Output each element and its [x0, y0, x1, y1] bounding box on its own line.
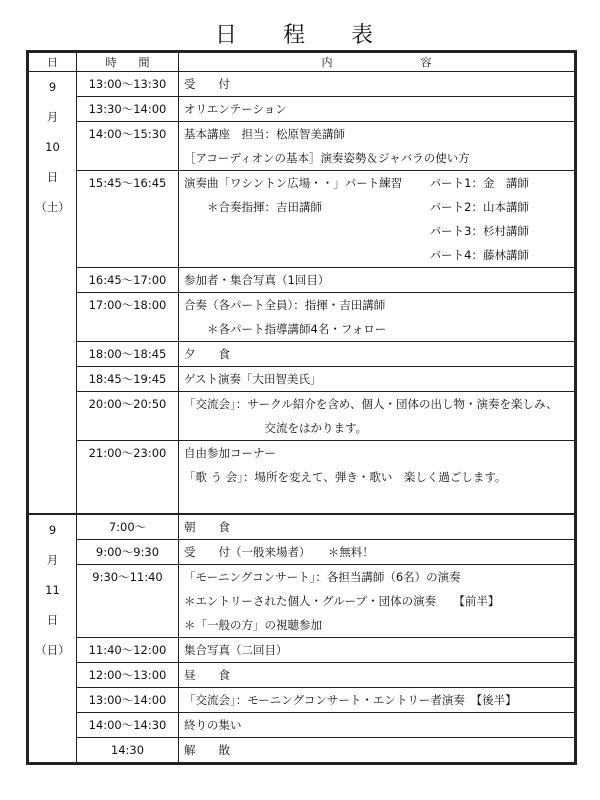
content-cell [179, 97, 575, 122]
time-text: 16:45～17:00 [88, 273, 167, 287]
content-text: 参加者・集合写真（1回目） [184, 273, 330, 287]
content-cell [179, 638, 575, 663]
content-text: ＊エントリーされた個人・グループ・団体の演奏 【前半】 [184, 594, 500, 608]
content-text: 「交流会」：モーニングコンサート・エントリー者演奏 【後半】 [184, 693, 517, 707]
content-line [184, 243, 569, 267]
time-cell [77, 540, 179, 565]
time-cell [77, 638, 179, 663]
table-row [29, 738, 575, 763]
table-row [29, 268, 575, 293]
day2-cell [29, 514, 77, 763]
content-line [184, 146, 569, 170]
content-text: ［アコーディオンの基本］演奏姿勢＆ジャバラの使い方 [184, 151, 470, 165]
time-cell [77, 441, 179, 515]
schedule-table [28, 52, 575, 763]
content-text: 解 散 [184, 743, 230, 757]
day-label-part: 10 [45, 140, 60, 154]
part-teacher: パート2：山本講師 [429, 200, 529, 214]
time-text: 13:30～14:00 [88, 102, 167, 116]
time-text: 21:00～23:00 [88, 446, 167, 460]
content-line [184, 317, 569, 341]
day-label-part: 9 [48, 523, 57, 537]
time-text: 17:00～18:00 [88, 298, 167, 312]
page-title: 日 程 表 [214, 23, 385, 48]
content-line [184, 122, 569, 146]
header-day: 日 [29, 53, 77, 72]
table-row [29, 638, 575, 663]
content-text: 終りの集い [184, 718, 242, 732]
time-cell [77, 514, 179, 540]
content-text: 演奏曲「ワシントン広場・・」パート練習 [184, 176, 403, 190]
content-cell [179, 713, 575, 738]
day-label-part: 月 [46, 553, 59, 567]
content-cell [179, 342, 575, 367]
part-teacher: パート4：藤林講師 [429, 248, 529, 262]
content-line [184, 72, 569, 96]
content-line [184, 268, 569, 292]
content-text: ゲスト演奏「大田智美氏」 [184, 372, 322, 386]
content-text: 「交流会」：サークル紹介を含め、個人・団体の出し物・演奏を楽しみ、 [184, 397, 558, 411]
time-text: 9:00～9:30 [95, 545, 160, 559]
content-line [184, 663, 569, 687]
table-row [29, 97, 575, 122]
table-row [29, 441, 575, 515]
content-text: 集合写真（二回目） [184, 643, 288, 657]
content-text: ＊各パート指導講師4名・フォロー [184, 322, 387, 336]
time-text: 14:30 [110, 743, 145, 757]
time-text: 14:00～14:30 [88, 718, 167, 732]
part-teacher: パート1：金 講師 [429, 176, 529, 190]
content-text: ＊「一般の方」の視聴参加 [184, 618, 322, 632]
content-line [184, 367, 569, 391]
time-text: 13:00～14:00 [88, 693, 167, 707]
time-cell [77, 565, 179, 638]
content-text: 「モーニングコンサート」：各担当講師（6名）の演奏 [184, 570, 461, 584]
content-cell [179, 392, 575, 441]
content-cell [179, 268, 575, 293]
content-text: 合奏（各パート全員）：指揮・吉田講師 [184, 298, 386, 312]
time-cell [77, 293, 179, 342]
day-label-part: （土） [35, 200, 70, 214]
table-row [29, 540, 575, 565]
content-line [184, 540, 569, 564]
content-text: 自由参加コーナー [184, 446, 276, 460]
content-line [184, 713, 569, 737]
table-row [29, 293, 575, 342]
day-label-part: 日 [46, 170, 59, 184]
time-cell [77, 268, 179, 293]
content-text: 昼 食 [184, 668, 230, 682]
table-row [29, 171, 575, 268]
content-cell [179, 565, 575, 638]
time-text: 13:00～13:30 [88, 77, 167, 91]
table-row [29, 713, 575, 738]
time-cell [77, 97, 179, 122]
content-cell [179, 72, 575, 97]
time-cell [77, 392, 179, 441]
content-line [184, 465, 569, 489]
content-cell [179, 171, 575, 268]
content-line [184, 293, 569, 317]
content-cell [179, 441, 575, 515]
content-text: 受 付（一般来場者） ＊無料！ [184, 545, 374, 559]
time-cell [77, 713, 179, 738]
time-cell [77, 122, 179, 171]
content-text: 朝 食 [184, 520, 230, 534]
content-cell [179, 663, 575, 688]
table-row [29, 565, 575, 638]
content-text: 夕 食 [184, 347, 230, 361]
content-text: オリエンテーション [184, 102, 287, 116]
content-text: 「歌 う 会」：場所を変えて、弾き・歌い 楽しく過ごします。 [184, 470, 507, 484]
time-cell [77, 72, 179, 97]
time-cell [77, 688, 179, 713]
day-label-part: （日） [35, 643, 70, 657]
content-cell [179, 122, 575, 171]
time-text: 18:45～19:45 [88, 372, 167, 386]
content-line [184, 613, 569, 637]
content-line [184, 219, 569, 243]
table-row [29, 514, 575, 540]
content-text: 受 付 [184, 77, 230, 91]
content-line [184, 171, 569, 195]
time-cell [77, 342, 179, 367]
content-line [184, 515, 569, 539]
table-row [29, 663, 575, 688]
time-text: 12:00～13:00 [88, 668, 167, 682]
time-cell [77, 738, 179, 763]
day-label-part: 11 [45, 583, 60, 597]
content-text: ＊合奏指揮：吉田講師 [184, 200, 322, 214]
time-cell [77, 171, 179, 268]
time-text: 14:00～15:30 [88, 127, 167, 141]
time-text: 18:00～18:45 [88, 347, 167, 361]
content-line [184, 638, 569, 662]
content-cell [179, 514, 575, 540]
header-row [29, 53, 575, 72]
table-row [29, 392, 575, 441]
content-text: 基本講座 担当：松原智美講師 [184, 127, 345, 141]
time-cell [77, 367, 179, 392]
content-line [184, 489, 569, 513]
content-line [184, 589, 569, 613]
table-row [29, 72, 575, 97]
content-line [184, 441, 569, 465]
content-line [184, 688, 569, 712]
table-row [29, 342, 575, 367]
header-time: 時 間 [77, 53, 179, 72]
day1-cell [29, 72, 77, 515]
content-text: 交流をはかります。 [184, 421, 368, 435]
content-line [184, 97, 569, 121]
time-text: 9:30～11:40 [92, 570, 163, 584]
content-cell [179, 367, 575, 392]
time-text: 20:00～20:50 [88, 397, 167, 411]
day-label-part: 日 [46, 613, 59, 627]
content-cell [179, 688, 575, 713]
time-text: 11:40～12:00 [88, 643, 167, 657]
table-row [29, 688, 575, 713]
content-line [184, 738, 569, 762]
time-text: 15:45～16:45 [88, 176, 167, 190]
content-cell [179, 293, 575, 342]
content-cell [179, 738, 575, 763]
header-content: 内 容 [179, 53, 575, 72]
part-teacher: パート3：杉村講師 [429, 224, 529, 238]
table-row [29, 122, 575, 171]
time-text: 7:00～ [108, 520, 147, 534]
table-row [29, 367, 575, 392]
day-label-part: 月 [46, 110, 59, 124]
content-line [184, 416, 569, 440]
content-line [184, 565, 569, 589]
content-cell [179, 540, 575, 565]
content-line [184, 195, 569, 219]
day-label-part: 9 [48, 80, 57, 94]
time-cell [77, 663, 179, 688]
content-line [184, 342, 569, 366]
content-line [184, 392, 569, 416]
